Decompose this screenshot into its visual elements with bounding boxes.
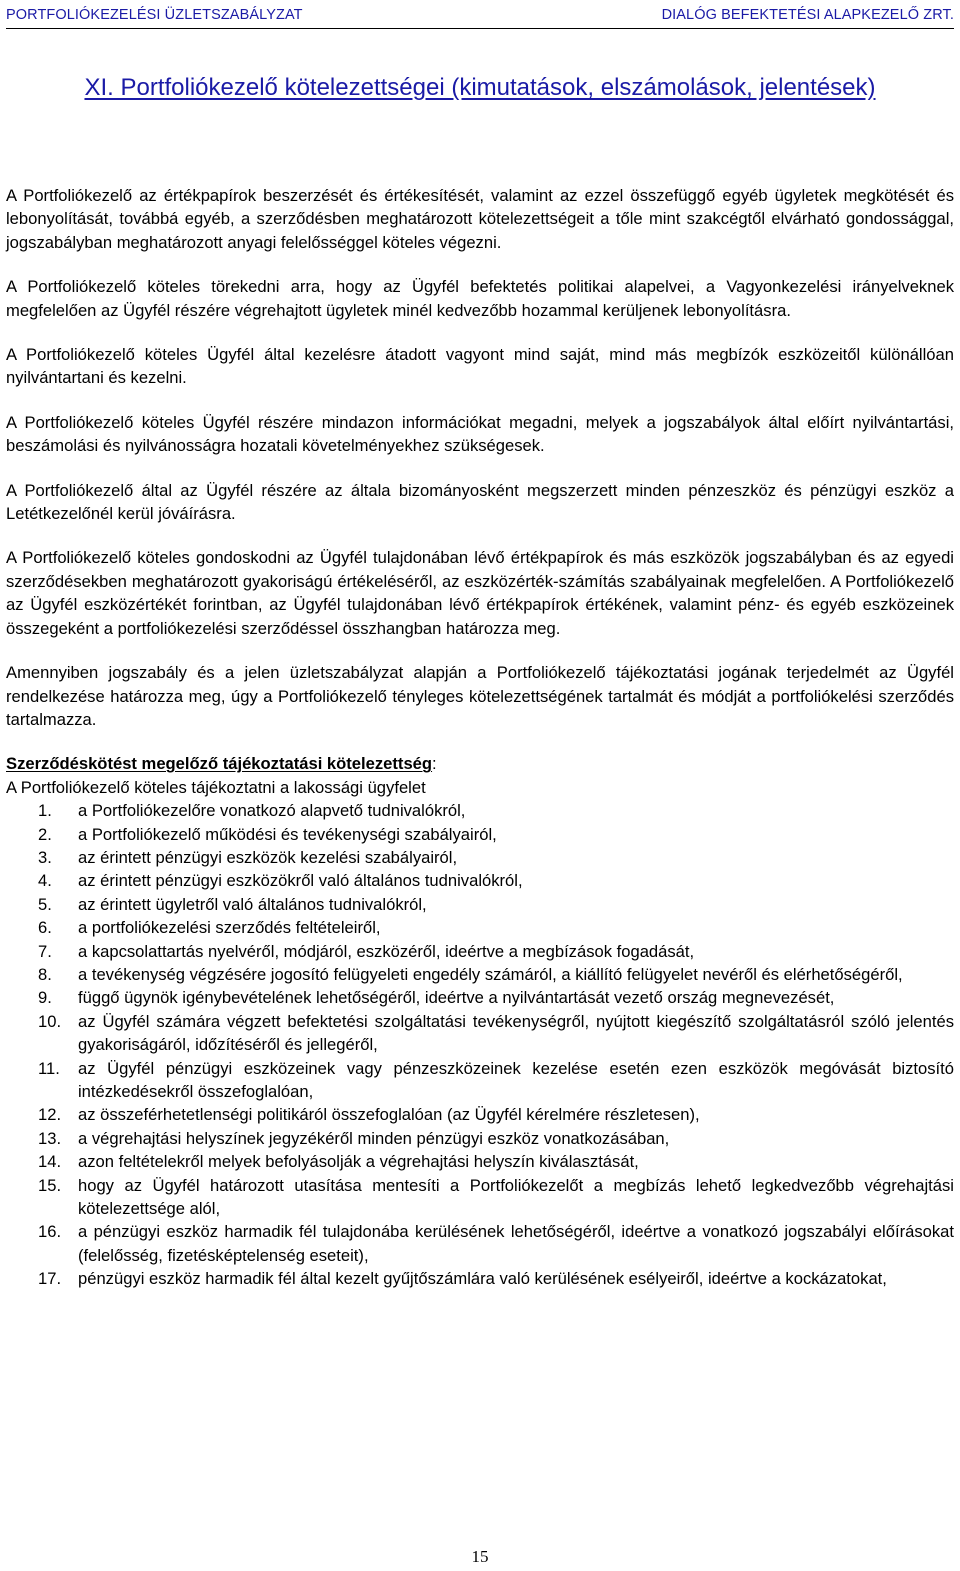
list-item-text: a tevékenység végzésére jogosító felügyeleti engedély számáról, a kiállító felügyelet nevéről és elérhetőségéről,	[78, 964, 903, 984]
list-item-number: 16.	[38, 1222, 62, 1242]
list-intro: A Portfoliókezelő köteles tájékoztatni a lakossági ügyfelet	[6, 777, 426, 797]
list-item-number: 14.	[38, 1152, 62, 1172]
list-item	[6, 916, 954, 939]
list-item-text: a kapcsolattartás nyelvéről, módjáról, eszközéről, ideértve a megbízások fogadását,	[78, 941, 695, 961]
list-item-number: 5.	[38, 894, 52, 914]
list-item	[6, 1010, 954, 1057]
list-item-text: a portfoliókezelési szerződés feltételeiről,	[78, 918, 381, 938]
list-item-number: 17.	[38, 1269, 62, 1289]
paragraph: A Portfoliókezelő által az Ügyfél részére az általa bizományosként megszerzett minden pénzeszköz és pénzügyi eszköz a Letétkezelőnél kerül jóváírásra.	[6, 480, 954, 524]
list-item-number: 4.	[38, 871, 52, 891]
list-item-text: azon feltételekről melyek befolyásolják a végrehajtási helyszín kiválasztását,	[78, 1152, 639, 1172]
header-left-title: PORTFOLIÓKEZELÉSI ÜZLETSZABÁLYZAT	[6, 7, 303, 23]
paragraph: A Portfoliókezelő köteles Ügyfél részére mindazon információkat megadni, melyek a jogszabályok által előírt nyilvántartási, beszámolási és nyilvánosságra hozatali követelményekhez szükségesek.	[6, 412, 954, 456]
list-item-number: 13.	[38, 1128, 62, 1148]
list-item-text: a Portfoliókezelő működési és tevékenységi szabályairól,	[78, 824, 497, 844]
list-item-number: 15.	[38, 1175, 62, 1195]
list-item-number: 12.	[38, 1105, 62, 1125]
list-item	[6, 963, 954, 986]
list-item-text: az Ügyfél pénzügyi eszközeinek vagy pénzeszközeinek kezelése esetén ezen eszközök megóvását biztosító intézkedésekről összefoglalóan,	[78, 1058, 954, 1101]
list-item-text: az összeférhetetlenségi politikáról összefoglalóan (az Ügyfél kérelmére részletesen),	[78, 1105, 700, 1125]
header-rule	[6, 28, 954, 29]
subsection-title-colon: :	[432, 754, 437, 774]
document-body	[6, 184, 954, 1291]
paragraph: Amennyiben jogszabály és a jelen üzletszabályzat alapján a Portfoliókezelő tájékoztatási jogának terjedelmét az Ügyfél rendelkezése határozza meg, úgy a Portfoliókezelő tényleges kötelezettségének tartalmát és módját a portfoliókelési szerződés tartalmazza.	[6, 663, 954, 729]
list-item-number: 10.	[38, 1011, 62, 1031]
list-item-number: 9.	[38, 988, 52, 1008]
list-item	[6, 986, 954, 1009]
list-item	[6, 823, 954, 846]
list-item-text: függő ügynök igénybevételének lehetőségéről, ideértve a nyilvántartását vezető ország megnevezését,	[78, 988, 835, 1008]
page-number: 15	[471, 1547, 489, 1566]
list-item-text: a pénzügyi eszköz harmadik fél tulajdonába kerülésének lehetőségéről, ideértve a vonatkozó jogszabályi előírásokat (felelősség, fizetésképtelenség eseteit),	[78, 1222, 954, 1265]
list-item	[6, 799, 954, 822]
list-item	[6, 1267, 954, 1290]
list-item	[6, 1220, 954, 1267]
list-item-number: 6.	[38, 918, 52, 938]
list-item-text: pénzügyi eszköz harmadik fél által kezelt gyűjtőszámlára való kerülésének esélyeiről, ideértve a kockázatokat,	[78, 1269, 887, 1289]
list-item-number: 2.	[38, 824, 52, 844]
running-header	[6, 4, 954, 26]
list-item-text: hogy az Ügyfél határozott utasítása mentesíti a Portfoliókezelőt a megbízás lehető legkedvezőbb végrehajtási kötelezettsége alól,	[78, 1175, 954, 1219]
subsection-title: Szerződéskötést megelőző tájékoztatási kötelezettség	[6, 754, 433, 774]
chapter-title: XI. Portfoliókezelő kötelezettségei (kimutatások, elszámolások, jelentések)	[84, 74, 876, 101]
list-item-number: 11.	[38, 1058, 60, 1078]
subsection-heading	[6, 752, 954, 775]
list-item-number: 3.	[38, 847, 52, 867]
paragraph: A Portfoliókezelő köteles gondoskodni az Ügyfél tulajdonában lévő értékpapírok és más eszközök jogszabályban és az egyedi szerződésekben meghatározott gyakoriságú értékeléséről, az eszközérték-számítás szabályainak megfelelően. A Portfoliókezelő az Ügyfél eszközértékét forintban, az Ügyfél tulajdonában lévő értékpapírok értékének, valamint pénz- és egyéb eszközeinek összegeként a portfoliókezelési szerződéssel összhangban határozza meg.	[6, 548, 954, 638]
list-item	[6, 940, 954, 963]
obligations-list	[6, 799, 954, 1291]
list-item	[6, 1057, 954, 1104]
list-item	[6, 1127, 954, 1150]
list-item	[6, 869, 954, 892]
paragraph: A Portfoliókezelő köteles törekedni arra, hogy az Ügyfél befektetés politikai alapelvei, a Vagyonkezelési irányelveknek megfelelően az Ügyfél részére végrehajtott ügyletek minél kedvezőbb hozammal kerüljenek lebonyolításra.	[6, 277, 954, 320]
list-item	[6, 1150, 954, 1173]
paragraph: A Portfoliókezelő az értékpapírok beszerzését és értékesítését, valamint az ezzel összefüggő egyéb ügyletek megkötését és lebonyolítását, továbbá egyéb, a szerződésben meghatározott kötelezettségeit a tőle mint szakcégtől elvárható gondossággal, jogszabályban meghatározott anyagi felelősséggel köteles végezni.	[6, 186, 954, 252]
list-item-text: a végrehajtási helyszínek jegyzékéről minden pénzügyi eszköz vonatkozásában,	[78, 1128, 670, 1148]
list-item	[6, 846, 954, 869]
list-item	[6, 893, 954, 916]
list-item-text: az érintett ügyletről való általános tudnivalókról,	[78, 894, 427, 914]
list-item-number: 7.	[38, 941, 52, 961]
paragraph: A Portfoliókezelő köteles Ügyfél által kezelésre átadott vagyont mind saját, mind más megbízók eszközeitől különállóan nyilvántartani és kezelni.	[6, 345, 954, 388]
list-item	[6, 1174, 954, 1221]
list-item-text: az érintett pénzügyi eszközök kezelési szabályairól,	[78, 847, 458, 867]
list-item-number: 8.	[38, 964, 52, 984]
list-item-number: 1.	[38, 801, 52, 821]
list-item	[6, 1103, 954, 1126]
list-item-text: az Ügyfél számára végzett befektetési szolgáltatási tevékenységről, nyújtott kiegészítő szolgáltatásról szóló jelentés gyakoriságáról, időzítéséről és jellegéről,	[78, 1011, 954, 1055]
header-right-title: DIALÓG BEFEKTETÉSI ALAPKEZELŐ ZRT.	[661, 7, 954, 23]
list-item-text: az érintett pénzügyi eszközökről való általános tudnivalókról,	[78, 871, 523, 891]
list-item-text: a Portfoliókezelőre vonatkozó alapvető tudnivalókról,	[78, 801, 466, 821]
